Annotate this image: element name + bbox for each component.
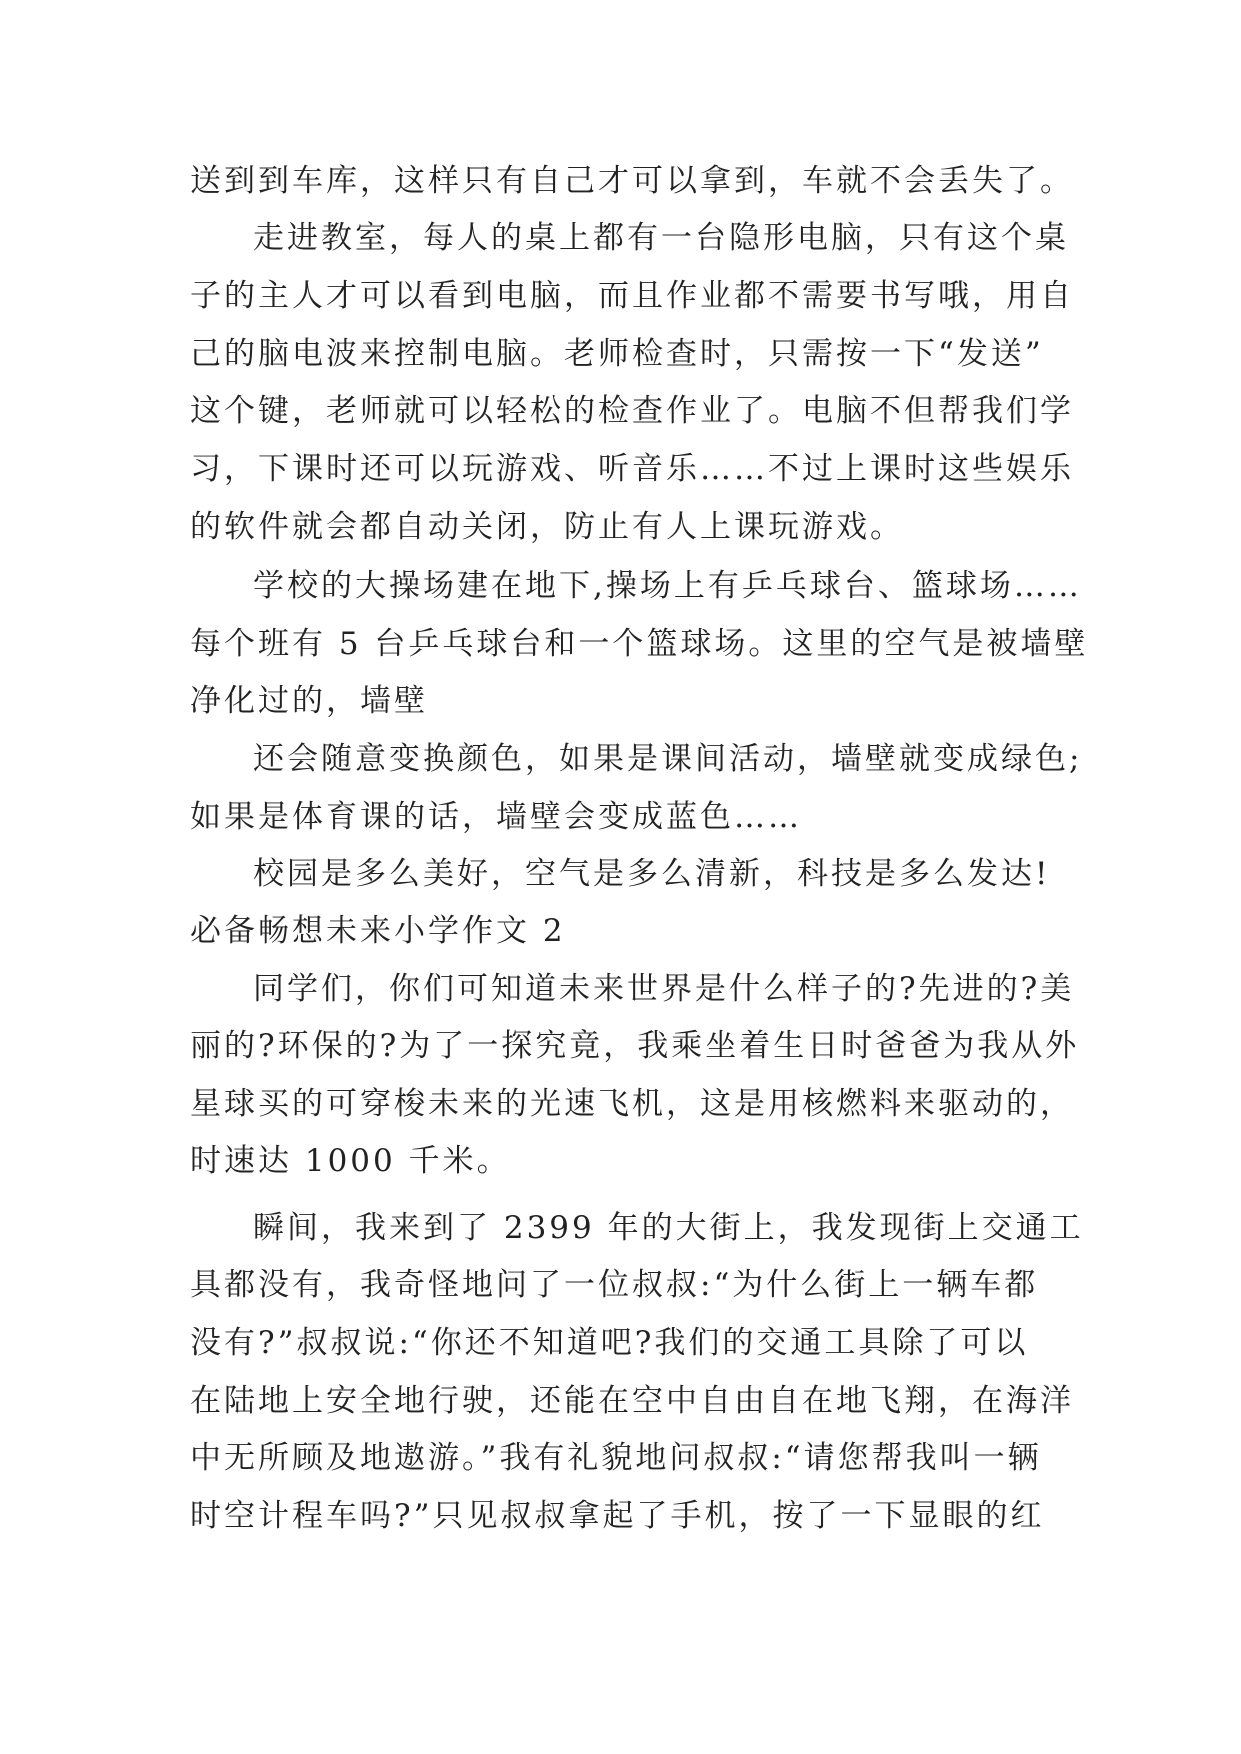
text-line: 没有?”叔叔说:“你还不知道吧?我们的交通工具除了可以 [190, 1325, 1029, 1361]
text-line: 瞬间，我来到了 2399 年的大街上，我发现街上交通工 [253, 1210, 1084, 1246]
text-line: 星球买的可穿梭未来的光速飞机，这是用核燃料来驱动的， [190, 1086, 1074, 1122]
text-line: 丽的?环保的?为了一探究竟，我乘坐着生日时爸爸为我从外 [190, 1028, 1080, 1064]
text-line: 走进教室，每人的桌上都有一台隐形电脑，只有这个桌 [253, 220, 1069, 256]
text-line: 送到到车库，这样只有自己才可以拿到，车就不会丢失了。 [190, 163, 1074, 199]
text-line: 还会随意变换颜色，如果是课间活动，墙壁就变成绿色; [253, 741, 1083, 777]
text-line: 如果是体育课的话，墙壁会变成蓝色…… [190, 799, 802, 835]
text-line: 净化过的，墙壁 [190, 683, 428, 719]
text-line: 学校的大操场建在地下,操场上有乒乓球台、篮球场…… [253, 568, 1082, 604]
text-line: 习，下课时还可以玩游戏、听音乐……不过上课时这些娱乐 [190, 451, 1074, 487]
text-line: 每个班有 5 台乒乓球台和一个篮球场。这里的空气是被墙壁 [190, 626, 1089, 662]
section-heading: 必备畅想未来小学作文 2 [190, 913, 566, 949]
text-line: 校园是多么美好，空气是多么清新，科技是多么发达! [253, 856, 1051, 892]
text-line: 己的脑电波来控制电脑。老师检查时，只需按一下“发送” [190, 336, 1044, 372]
text-line: 中无所顾及地遨游。”我有礼貌地问叔叔:“请您帮我叫一辆 [190, 1440, 1042, 1476]
text-line: 同学们，你们可知道未来世界是什么样子的?先进的?美 [253, 971, 1075, 1007]
text-line: 在陆地上安全地行驶，还能在空中自由自在地飞翔，在海洋 [190, 1383, 1074, 1419]
text-line: 具都没有，我奇怪地问了一位叔叔:“为什么街上一辆车都 [190, 1267, 1039, 1303]
text-line: 这个键，老师就可以轻松的检查作业了。电脑不但帮我们学 [190, 393, 1074, 429]
text-line: 时空计程车吗?”只见叔叔拿起了手机，按了一下显眼的红 [190, 1498, 1045, 1534]
text-line: 子的主人才可以看到电脑，而且作业都不需要书写哦，用自 [190, 278, 1074, 314]
text-line: 时速达 1000 千米。 [190, 1143, 511, 1179]
text-line: 的软件就会都自动关闭，防止有人上课玩游戏。 [190, 509, 904, 545]
